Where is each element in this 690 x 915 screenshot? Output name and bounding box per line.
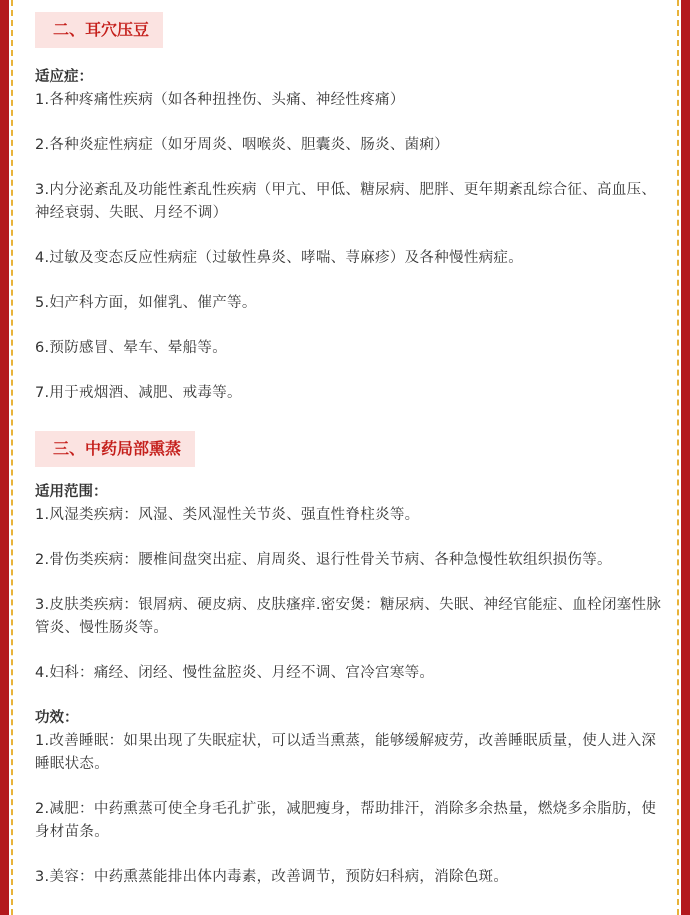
- article-frame: [9, 0, 681, 915]
- indication-item: 5.妇产科方面，如催乳、催产等。: [35, 295, 257, 311]
- article-content: [35, 0, 667, 889]
- section-title-herbal-fumigation: 三、中药局部熏蒸: [35, 431, 195, 467]
- effect-item: 3.美容：中药熏蒸能排出体内毒素，改善调节，预防妇科病，消除色斑。: [35, 869, 509, 885]
- effect-item: 2.减肥：中药熏蒸可使全身毛孔扩张，减肥瘦身，帮助排汗，消除多余热量，燃烧多余脂肪，使身材苗条。: [35, 801, 657, 840]
- indication-item: 6.预防感冒、晕车、晕船等。: [35, 340, 228, 356]
- indication-item: 1.各种疼痛性疾病（如各种扭挫伤、头痛、神经性疼痛）: [35, 92, 405, 108]
- indication-item: 7.用于戒烟酒、减肥、戒毒等。: [35, 385, 242, 401]
- scope-heading: 适用范围：: [35, 484, 108, 500]
- effects-heading: 功效：: [35, 710, 79, 726]
- scope-item: 4.妇科：痛经、闭经、慢性盆腔炎、月经不调、宫冷宫寒等。: [35, 665, 435, 681]
- left-dashed-border: [11, 0, 13, 915]
- scope-item: 1.风湿类疾病：风湿、类风湿性关节炎、强直性脊柱炎等。: [35, 507, 420, 523]
- indication-item: 2.各种炎症性病症（如牙周炎、咽喉炎、胆囊炎、肠炎、菌痢）: [35, 137, 450, 153]
- right-dashed-border: [677, 0, 679, 915]
- indications-heading: 适应症：: [35, 69, 93, 85]
- effect-item: 1.改善睡眠：如果出现了失眠症状，可以适当熏蒸，能够缓解疲劳，改善睡眠质量，使人进入深睡眠状态。: [35, 733, 657, 772]
- scope-item: 2.骨伤类疾病：腰椎间盘突出症、肩周炎、退行性骨关节病、各种急慢性软组织损伤等。: [35, 552, 612, 568]
- section-title-ear-acupressure: 二、耳穴压豆: [35, 12, 163, 48]
- scope-item: 3.皮肤类疾病：银屑病、硬皮病、皮肤瘙痒.密安煲：糖尿病、失眠、神经官能症、血栓闭塞性脉管炎、慢性肠炎等。: [35, 597, 662, 636]
- indication-item: 4.过敏及变态反应性病症（过敏性鼻炎、哮喘、荨麻疹）及各种慢性病症。: [35, 250, 524, 266]
- indication-item: 3.内分泌紊乱及功能性紊乱性疾病（甲亢、甲低、糖尿病、肥胖、更年期紊乱综合征、高血压、神经衰弱、失眠、月经不调）: [35, 182, 657, 221]
